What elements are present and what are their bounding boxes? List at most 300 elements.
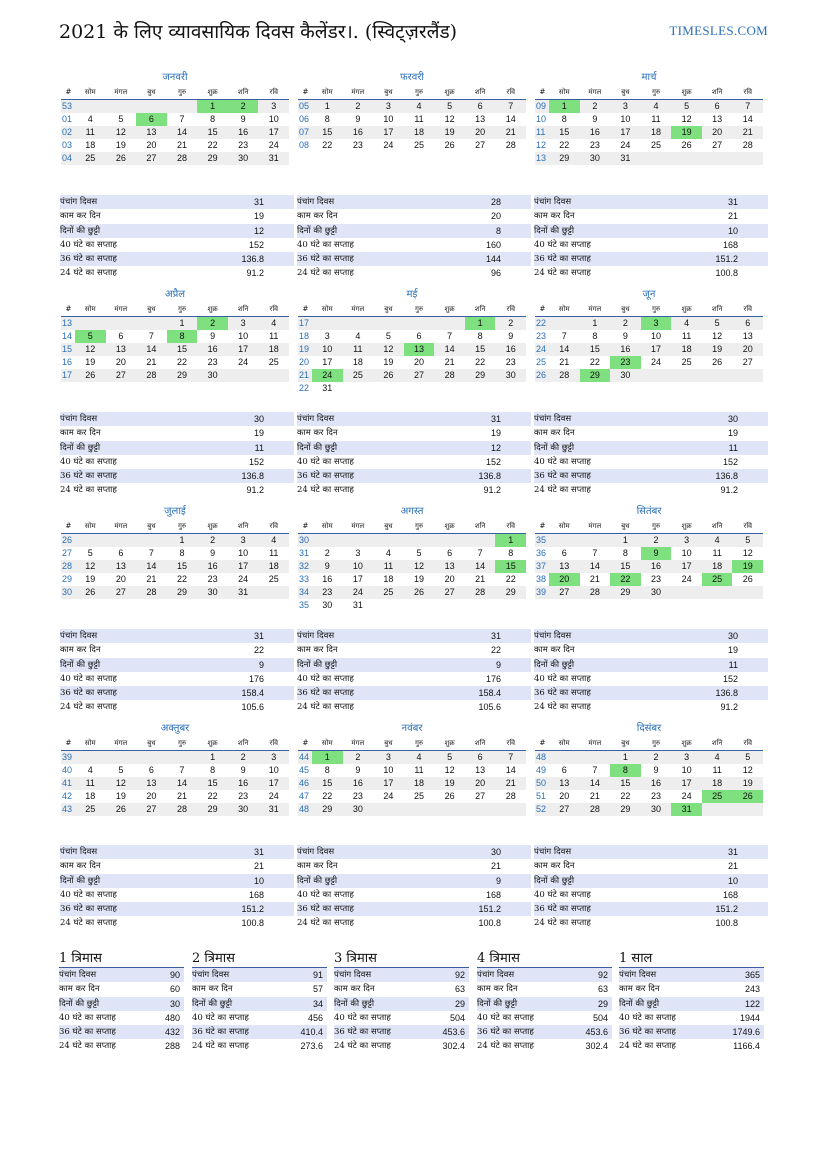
day-cell[interactable]: 21: [505, 127, 516, 137]
day-cell[interactable]: 26: [85, 370, 96, 380]
day-cell[interactable]: 8: [561, 114, 567, 124]
day-cell[interactable]: 13: [115, 561, 126, 571]
day-cell[interactable]: 18: [414, 127, 425, 137]
day-cell[interactable]: 29: [322, 804, 333, 814]
day-cell[interactable]: 25: [352, 370, 363, 380]
day-cell[interactable]: 2: [197, 317, 228, 330]
day-cell[interactable]: 21: [475, 574, 486, 584]
day-cell[interactable]: 30: [651, 587, 662, 597]
day-cell[interactable]: 13: [404, 343, 435, 356]
day-cell[interactable]: 4: [714, 535, 720, 545]
day-cell[interactable]: 17: [268, 127, 279, 137]
day-cell[interactable]: 23: [352, 140, 363, 150]
day-cell[interactable]: 24: [268, 791, 279, 801]
day-cell[interactable]: 10: [238, 331, 249, 341]
day-cell[interactable]: 12: [85, 344, 96, 354]
day-cell[interactable]: 28: [475, 587, 486, 597]
day-cell[interactable]: 11: [85, 778, 95, 788]
day-cell[interactable]: 7: [148, 331, 154, 341]
day-cell[interactable]: 14: [505, 765, 516, 775]
day-cell[interactable]: 24: [620, 140, 631, 150]
day-cell[interactable]: 26: [414, 587, 425, 597]
day-cell[interactable]: 23: [238, 791, 249, 801]
day-cell[interactable]: 19: [85, 357, 96, 367]
day-cell[interactable]: 19: [742, 778, 753, 788]
day-cell[interactable]: 23: [238, 140, 249, 150]
day-cell[interactable]: 8: [610, 764, 641, 777]
day-cell[interactable]: 9: [355, 114, 361, 124]
day-cell[interactable]: 27: [115, 370, 126, 380]
day-cell[interactable]: 14: [742, 114, 753, 124]
day-cell[interactable]: 15: [620, 561, 631, 571]
day-cell[interactable]: 13: [146, 778, 157, 788]
day-cell[interactable]: 21: [742, 127, 753, 137]
day-cell[interactable]: 22: [620, 791, 631, 801]
day-cell[interactable]: 15: [322, 778, 333, 788]
day-cell[interactable]: 6: [118, 548, 124, 558]
day-cell[interactable]: 4: [416, 752, 422, 762]
day-cell[interactable]: 14: [146, 344, 157, 354]
day-cell[interactable]: 21: [559, 357, 570, 367]
day-cell[interactable]: 30: [620, 370, 631, 380]
day-cell[interactable]: 20: [549, 573, 580, 586]
day-cell[interactable]: 6: [745, 318, 751, 328]
day-cell[interactable]: 12: [444, 114, 455, 124]
day-cell[interactable]: 2: [210, 535, 216, 545]
day-cell[interactable]: 28: [505, 791, 516, 801]
day-cell[interactable]: 12: [414, 561, 425, 571]
day-cell[interactable]: 1: [549, 100, 580, 113]
day-cell[interactable]: 1: [197, 100, 228, 113]
day-cell[interactable]: 11: [269, 331, 279, 341]
day-cell[interactable]: 10: [383, 765, 394, 775]
day-cell[interactable]: 28: [146, 587, 157, 597]
day-cell[interactable]: 16: [352, 127, 363, 137]
day-cell[interactable]: 21: [146, 357, 157, 367]
day-cell[interactable]: 29: [177, 587, 188, 597]
day-cell[interactable]: 10: [352, 561, 363, 571]
day-cell[interactable]: 30: [505, 370, 516, 380]
day-cell[interactable]: 24: [268, 140, 279, 150]
day-cell[interactable]: 19: [671, 126, 702, 139]
day-cell[interactable]: 30: [207, 370, 218, 380]
day-cell[interactable]: 21: [589, 791, 600, 801]
day-cell[interactable]: 3: [622, 101, 628, 111]
day-cell[interactable]: 4: [87, 114, 93, 124]
day-cell[interactable]: 12: [712, 331, 723, 341]
day-cell[interactable]: 27: [146, 804, 157, 814]
day-cell[interactable]: 5: [118, 114, 124, 124]
day-cell[interactable]: 4: [684, 318, 690, 328]
day-cell[interactable]: 13: [475, 765, 486, 775]
day-cell[interactable]: 16: [322, 574, 333, 584]
day-cell[interactable]: 23: [352, 791, 363, 801]
day-cell[interactable]: 23: [505, 357, 516, 367]
day-cell[interactable]: 9: [240, 114, 246, 124]
day-cell[interactable]: 4: [271, 318, 277, 328]
day-cell[interactable]: 20: [559, 791, 570, 801]
day-cell[interactable]: 5: [714, 318, 720, 328]
day-cell[interactable]: 4: [271, 535, 277, 545]
day-cell[interactable]: 7: [508, 101, 514, 111]
day-cell[interactable]: 7: [477, 548, 483, 558]
day-cell[interactable]: 28: [444, 370, 455, 380]
day-cell[interactable]: 26: [444, 791, 455, 801]
day-cell[interactable]: 8: [477, 331, 483, 341]
day-cell[interactable]: 9: [592, 114, 598, 124]
day-cell[interactable]: 28: [589, 804, 600, 814]
day-cell[interactable]: 12: [681, 114, 692, 124]
day-cell[interactable]: 2: [622, 318, 628, 328]
day-cell[interactable]: 15: [322, 127, 333, 137]
day-cell[interactable]: 4: [355, 331, 361, 341]
day-cell[interactable]: 17: [383, 127, 394, 137]
day-cell[interactable]: 12: [85, 561, 96, 571]
day-cell[interactable]: 5: [75, 330, 106, 343]
day-cell[interactable]: 16: [352, 778, 363, 788]
day-cell[interactable]: 11: [712, 765, 722, 775]
day-cell[interactable]: 21: [505, 778, 516, 788]
day-cell[interactable]: 10: [681, 548, 692, 558]
day-cell[interactable]: 6: [136, 113, 167, 126]
day-cell[interactable]: 28: [559, 370, 570, 380]
day-cell[interactable]: 15: [620, 778, 631, 788]
day-cell[interactable]: 11: [383, 561, 394, 571]
day-cell[interactable]: 29: [559, 153, 570, 163]
day-cell[interactable]: 16: [238, 127, 249, 137]
day-cell[interactable]: 3: [271, 101, 277, 111]
day-cell[interactable]: 10: [268, 765, 279, 775]
day-cell[interactable]: 24: [238, 357, 249, 367]
day-cell[interactable]: 15: [207, 778, 218, 788]
day-cell[interactable]: 22: [322, 140, 333, 150]
day-cell[interactable]: 27: [146, 153, 157, 163]
day-cell[interactable]: 29: [475, 370, 486, 380]
day-cell[interactable]: 14: [444, 344, 455, 354]
day-cell[interactable]: 29: [177, 370, 188, 380]
day-cell[interactable]: 16: [207, 344, 218, 354]
day-cell[interactable]: 7: [148, 548, 154, 558]
day-cell[interactable]: 26: [732, 790, 763, 803]
day-cell[interactable]: 14: [177, 778, 188, 788]
day-cell[interactable]: 20: [444, 574, 455, 584]
day-cell[interactable]: 2: [508, 318, 514, 328]
day-cell[interactable]: 5: [118, 765, 124, 775]
day-cell[interactable]: 1: [179, 535, 185, 545]
day-cell[interactable]: 20: [146, 791, 157, 801]
day-cell[interactable]: 10: [651, 331, 662, 341]
day-cell[interactable]: 7: [592, 548, 598, 558]
day-cell[interactable]: 14: [177, 127, 188, 137]
day-cell[interactable]: 6: [477, 101, 483, 111]
day-cell[interactable]: 19: [414, 574, 425, 584]
day-cell[interactable]: 28: [177, 804, 188, 814]
day-cell[interactable]: 10: [322, 344, 333, 354]
day-cell[interactable]: 8: [324, 114, 330, 124]
day-cell[interactable]: 28: [589, 587, 600, 597]
day-cell[interactable]: 25: [651, 140, 662, 150]
day-cell[interactable]: 10: [620, 114, 631, 124]
day-cell[interactable]: 7: [745, 101, 751, 111]
day-cell[interactable]: 22: [559, 140, 570, 150]
day-cell[interactable]: 14: [475, 561, 486, 571]
day-cell[interactable]: 5: [447, 101, 453, 111]
day-cell[interactable]: 17: [238, 344, 249, 354]
day-cell[interactable]: 1: [592, 318, 598, 328]
day-cell[interactable]: 21: [444, 357, 455, 367]
day-cell[interactable]: 2: [228, 100, 259, 113]
day-cell[interactable]: 9: [641, 547, 672, 560]
day-cell[interactable]: 22: [475, 357, 486, 367]
day-cell[interactable]: 9: [355, 765, 361, 775]
day-cell[interactable]: 22: [207, 791, 218, 801]
day-cell[interactable]: 25: [702, 790, 733, 803]
day-cell[interactable]: 24: [681, 791, 692, 801]
day-cell[interactable]: 19: [115, 791, 126, 801]
day-cell[interactable]: 15: [177, 561, 188, 571]
day-cell[interactable]: 27: [444, 587, 455, 597]
day-cell[interactable]: 18: [651, 127, 662, 137]
day-cell[interactable]: 15: [207, 127, 218, 137]
day-cell[interactable]: 31: [620, 153, 631, 163]
day-cell[interactable]: 1: [495, 534, 526, 547]
day-cell[interactable]: 12: [444, 765, 455, 775]
day-cell[interactable]: 11: [651, 114, 661, 124]
day-cell[interactable]: 4: [714, 752, 720, 762]
day-cell[interactable]: 20: [475, 127, 486, 137]
day-cell[interactable]: 18: [85, 791, 96, 801]
day-cell[interactable]: 30: [589, 153, 600, 163]
day-cell[interactable]: 12: [742, 765, 753, 775]
day-cell[interactable]: 3: [271, 752, 277, 762]
day-cell[interactable]: 22: [177, 574, 188, 584]
day-cell[interactable]: 11: [414, 114, 424, 124]
day-cell[interactable]: 15: [177, 344, 188, 354]
day-cell[interactable]: 2: [592, 101, 598, 111]
day-cell[interactable]: 14: [589, 778, 600, 788]
day-cell[interactable]: 4: [385, 548, 391, 558]
day-cell[interactable]: 29: [620, 587, 631, 597]
day-cell[interactable]: 3: [641, 317, 672, 330]
day-cell[interactable]: 6: [148, 765, 154, 775]
day-cell[interactable]: 19: [444, 778, 455, 788]
day-cell[interactable]: 28: [177, 153, 188, 163]
day-cell[interactable]: 13: [444, 561, 455, 571]
day-cell[interactable]: 31: [238, 587, 249, 597]
day-cell[interactable]: 28: [742, 140, 753, 150]
day-cell[interactable]: 1: [622, 752, 628, 762]
day-cell[interactable]: 12: [383, 344, 394, 354]
day-cell[interactable]: 22: [322, 791, 333, 801]
day-cell[interactable]: 26: [742, 574, 753, 584]
day-cell[interactable]: 19: [712, 344, 723, 354]
day-cell[interactable]: 25: [414, 140, 425, 150]
day-cell[interactable]: 21: [177, 791, 188, 801]
day-cell[interactable]: 2: [355, 752, 361, 762]
day-cell[interactable]: 25: [85, 153, 96, 163]
day-cell[interactable]: 25: [702, 573, 733, 586]
day-cell[interactable]: 25: [383, 587, 394, 597]
day-cell[interactable]: 14: [559, 344, 570, 354]
day-cell[interactable]: 27: [475, 140, 486, 150]
day-cell[interactable]: 30: [352, 804, 363, 814]
day-cell[interactable]: 17: [681, 778, 692, 788]
day-cell[interactable]: 16: [505, 344, 516, 354]
day-cell[interactable]: 31: [268, 153, 279, 163]
day-cell[interactable]: 17: [238, 561, 249, 571]
day-cell[interactable]: 18: [352, 357, 363, 367]
day-cell[interactable]: 21: [589, 574, 600, 584]
day-cell[interactable]: 26: [115, 153, 126, 163]
day-cell[interactable]: 22: [505, 574, 516, 584]
day-cell[interactable]: 11: [353, 344, 363, 354]
day-cell[interactable]: 20: [146, 140, 157, 150]
day-cell[interactable]: 31: [352, 600, 363, 610]
day-cell[interactable]: 18: [383, 574, 394, 584]
day-cell[interactable]: 9: [508, 331, 514, 341]
day-cell[interactable]: 25: [681, 357, 692, 367]
day-cell[interactable]: 17: [620, 127, 631, 137]
day-cell[interactable]: 11: [712, 548, 722, 558]
day-cell[interactable]: 29: [207, 153, 218, 163]
day-cell[interactable]: 23: [589, 140, 600, 150]
day-cell[interactable]: 16: [651, 778, 662, 788]
day-cell[interactable]: 5: [416, 548, 422, 558]
day-cell[interactable]: 30: [322, 600, 333, 610]
day-cell[interactable]: 8: [622, 548, 628, 558]
day-cell[interactable]: 6: [561, 548, 567, 558]
day-cell[interactable]: 15: [559, 127, 570, 137]
day-cell[interactable]: 5: [385, 331, 391, 341]
day-cell[interactable]: 8: [210, 114, 216, 124]
day-cell[interactable]: 24: [238, 574, 249, 584]
day-cell[interactable]: 29: [620, 804, 631, 814]
day-cell[interactable]: 17: [322, 357, 333, 367]
day-cell[interactable]: 5: [87, 548, 93, 558]
day-cell[interactable]: 3: [684, 752, 690, 762]
day-cell[interactable]: 2: [653, 535, 659, 545]
day-cell[interactable]: 8: [592, 331, 598, 341]
day-cell[interactable]: 11: [85, 127, 95, 137]
day-cell[interactable]: 4: [87, 765, 93, 775]
day-cell[interactable]: 31: [268, 804, 279, 814]
day-cell[interactable]: 3: [684, 535, 690, 545]
day-cell[interactable]: 25: [414, 791, 425, 801]
day-cell[interactable]: 24: [681, 574, 692, 584]
day-cell[interactable]: 18: [712, 778, 723, 788]
day-cell[interactable]: 10: [268, 114, 279, 124]
day-cell[interactable]: 29: [580, 369, 611, 382]
day-cell[interactable]: 24: [383, 791, 394, 801]
day-cell[interactable]: 5: [447, 752, 453, 762]
day-cell[interactable]: 7: [179, 765, 185, 775]
day-cell[interactable]: 11: [414, 765, 424, 775]
day-cell[interactable]: 10: [238, 548, 249, 558]
day-cell[interactable]: 19: [383, 357, 394, 367]
day-cell[interactable]: 14: [146, 561, 157, 571]
day-cell[interactable]: 11: [269, 548, 279, 558]
day-cell[interactable]: 26: [85, 587, 96, 597]
day-cell[interactable]: 26: [115, 804, 126, 814]
day-cell[interactable]: 23: [610, 356, 641, 369]
site-logo[interactable]: TIMESLES.COM: [669, 23, 768, 38]
day-cell[interactable]: 25: [85, 804, 96, 814]
day-cell[interactable]: 25: [268, 357, 279, 367]
day-cell[interactable]: 27: [115, 587, 126, 597]
day-cell[interactable]: 23: [207, 574, 218, 584]
day-cell[interactable]: 5: [684, 101, 690, 111]
day-cell[interactable]: 30: [238, 153, 249, 163]
day-cell[interactable]: 20: [115, 574, 126, 584]
day-cell[interactable]: 12: [115, 127, 126, 137]
day-cell[interactable]: 2: [653, 752, 659, 762]
day-cell[interactable]: 19: [444, 127, 455, 137]
day-cell[interactable]: 23: [651, 791, 662, 801]
day-cell[interactable]: 16: [651, 561, 662, 571]
day-cell[interactable]: 3: [240, 318, 246, 328]
day-cell[interactable]: 13: [475, 114, 486, 124]
day-cell[interactable]: 17: [651, 344, 662, 354]
day-cell[interactable]: 18: [268, 344, 279, 354]
day-cell[interactable]: 2: [355, 101, 361, 111]
day-cell[interactable]: 28: [146, 370, 157, 380]
day-cell[interactable]: 22: [177, 357, 188, 367]
day-cell[interactable]: 27: [559, 804, 570, 814]
day-cell[interactable]: 19: [115, 140, 126, 150]
day-cell[interactable]: 1: [312, 751, 343, 764]
day-cell[interactable]: 3: [240, 535, 246, 545]
day-cell[interactable]: 24: [651, 357, 662, 367]
day-cell[interactable]: 18: [85, 140, 96, 150]
day-cell[interactable]: 1: [465, 317, 496, 330]
day-cell[interactable]: 13: [146, 127, 157, 137]
day-cell[interactable]: 6: [447, 548, 453, 558]
day-cell[interactable]: 2: [240, 752, 246, 762]
day-cell[interactable]: 9: [324, 561, 330, 571]
day-cell[interactable]: 20: [712, 127, 723, 137]
day-cell[interactable]: 19: [732, 560, 763, 573]
day-cell[interactable]: 30: [238, 804, 249, 814]
day-cell[interactable]: 27: [742, 357, 753, 367]
day-cell[interactable]: 9: [210, 331, 216, 341]
day-cell[interactable]: 15: [589, 344, 600, 354]
day-cell[interactable]: 7: [561, 331, 567, 341]
day-cell[interactable]: 10: [681, 765, 692, 775]
day-cell[interactable]: 6: [714, 101, 720, 111]
day-cell[interactable]: 16: [207, 561, 218, 571]
day-cell[interactable]: 3: [385, 101, 391, 111]
day-cell[interactable]: 24: [383, 140, 394, 150]
day-cell[interactable]: 11: [681, 331, 692, 341]
day-cell[interactable]: 29: [505, 587, 516, 597]
day-cell[interactable]: 8: [324, 765, 330, 775]
day-cell[interactable]: 7: [179, 114, 185, 124]
day-cell[interactable]: 6: [477, 752, 483, 762]
day-cell[interactable]: 22: [207, 140, 218, 150]
day-cell[interactable]: 8: [210, 765, 216, 775]
day-cell[interactable]: 16: [589, 127, 600, 137]
day-cell[interactable]: 21: [177, 140, 188, 150]
day-cell[interactable]: 13: [712, 114, 723, 124]
day-cell[interactable]: 22: [610, 573, 641, 586]
day-cell[interactable]: 9: [210, 548, 216, 558]
day-cell[interactable]: 26: [681, 140, 692, 150]
day-cell[interactable]: 3: [385, 752, 391, 762]
day-cell[interactable]: 15: [475, 344, 486, 354]
day-cell[interactable]: 27: [414, 370, 425, 380]
day-cell[interactable]: 14: [589, 561, 600, 571]
day-cell[interactable]: 17: [383, 778, 394, 788]
